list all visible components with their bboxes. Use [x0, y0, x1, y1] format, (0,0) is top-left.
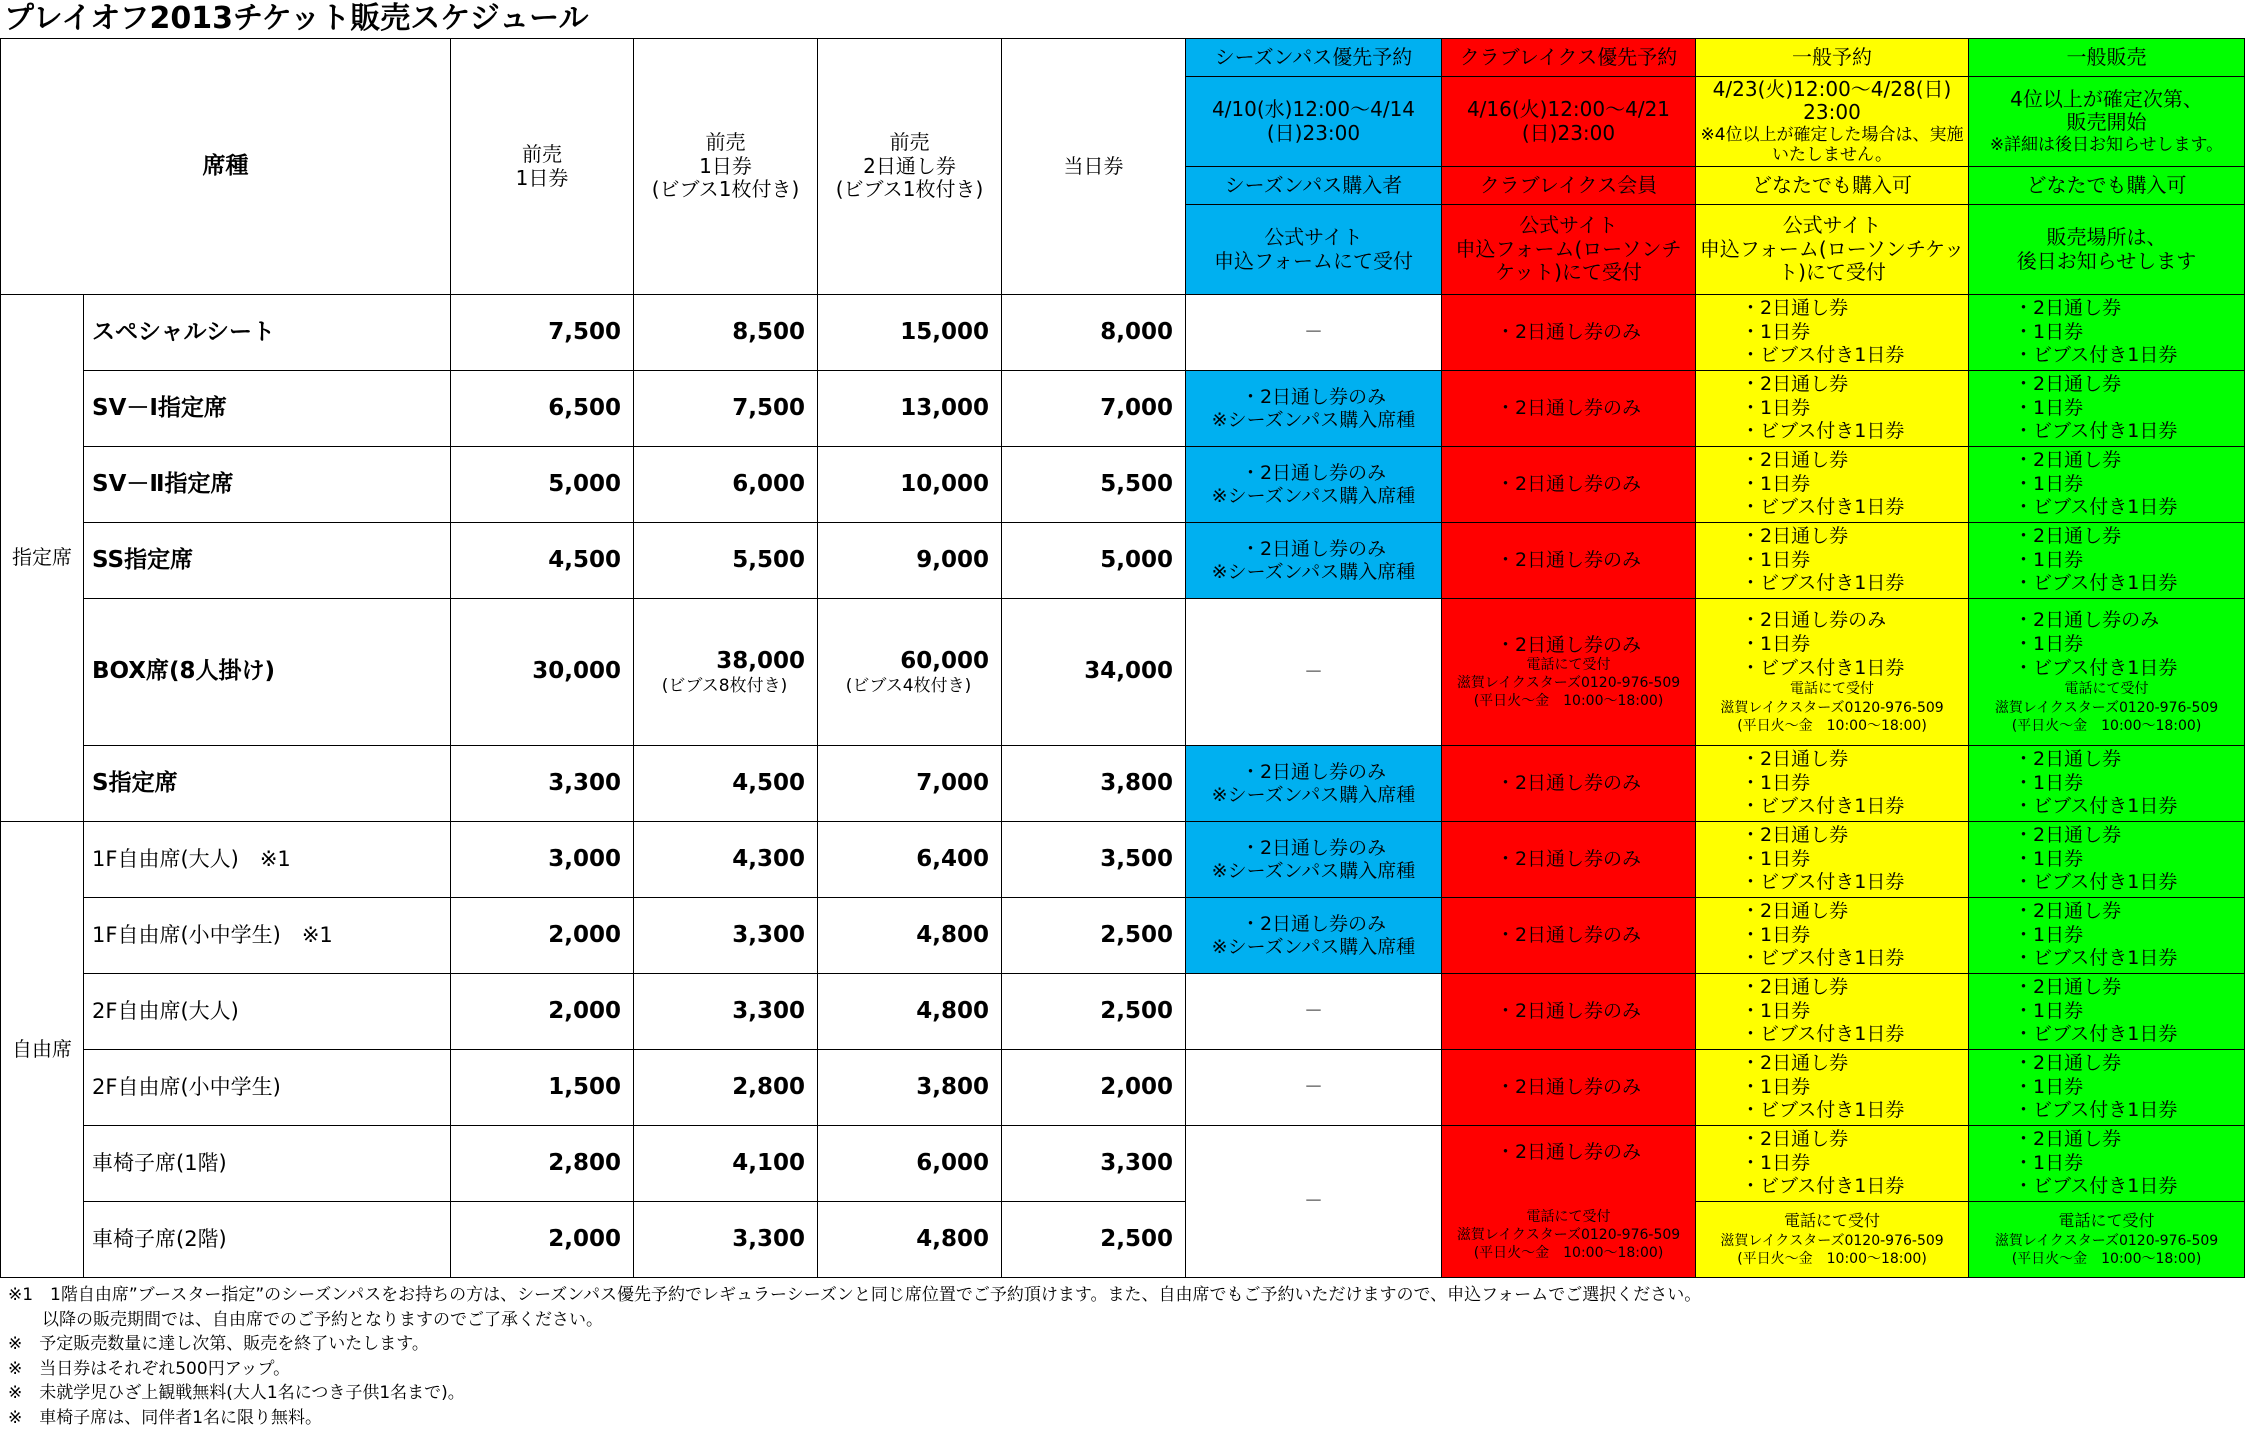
seat-name: S指定席 — [84, 746, 451, 822]
phase-method: 公式サイト 申込フォームにて受付 — [1186, 205, 1442, 295]
not-available: － — [1186, 974, 1442, 1050]
availability: ・2日通し券のみ 電話にて受付 滋賀レイクスターズ0120-976-509 (平日火～金 10:00～18:00) — [1442, 1126, 1696, 1278]
same-day-header: 当日券 — [1002, 39, 1186, 295]
table-row — [1, 898, 2245, 974]
advance-1day-bibs-header: 前売 1日券 (ビブス1枚付き) — [634, 39, 818, 295]
availability: ・2日通し券のみ — [1442, 822, 1696, 898]
price: 6,500 — [451, 371, 634, 447]
group-label-free: 自由席 — [1, 822, 84, 1278]
availability: ・2日通し券のみ ※シーズンパス購入席種 — [1186, 447, 1442, 523]
availability: ・2日通し券のみ — [1442, 523, 1696, 599]
price: 3,300 — [634, 974, 818, 1050]
group-label-reserved: 指定席 — [1, 295, 84, 822]
not-available: － — [1186, 1050, 1442, 1126]
schedule-sheet — [0, 38, 2245, 1278]
price: 15,000 — [818, 295, 1002, 371]
footnote: ※ 車椅子席は、同伴者1名に限り無料。 — [8, 1406, 1701, 1430]
price: 8,000 — [1002, 295, 1186, 371]
price: 5,000 — [1002, 523, 1186, 599]
price: 7,000 — [1002, 371, 1186, 447]
table-row — [1, 822, 2245, 898]
phase-eligible: どなたでも購入可 — [1969, 167, 2245, 205]
availability: ・2日通し券のみ 電話にて受付 滋賀レイクスターズ0120-976-509 (平日火～金 10:00～18:00) — [1442, 599, 1696, 746]
price: 7,500 — [451, 295, 634, 371]
price: 10,000 — [818, 447, 1002, 523]
price: 5,500 — [634, 523, 818, 599]
phase-name: 一般販売 — [1969, 39, 2245, 77]
table-row — [1, 1126, 2245, 1202]
price: 5,500 — [1002, 447, 1186, 523]
seat-name: SV－Ⅰ指定席 — [84, 371, 451, 447]
seat-name: 2F自由席(大人) — [84, 974, 451, 1050]
availability: ・2日通し券 ・1日券 ・ビブス付き1日券 — [1696, 898, 1969, 974]
price: 3,300 — [451, 746, 634, 822]
availability: ・2日通し券 ・1日券 ・ビブス付き1日券 — [1969, 447, 2245, 523]
price: 9,000 — [818, 523, 1002, 599]
table-row — [1, 1202, 2245, 1278]
price: 7,000 — [818, 746, 1002, 822]
advance-1day-header: 前売 1日券 — [451, 39, 634, 295]
seat-name: 2F自由席(小中学生) — [84, 1050, 451, 1126]
price: 1,500 — [451, 1050, 634, 1126]
phase-name: クラブレイクス優先予約 — [1442, 39, 1696, 77]
availability: ・2日通し券のみ — [1442, 974, 1696, 1050]
availability: ・2日通し券のみ ※シーズンパス購入席種 — [1186, 898, 1442, 974]
availability: ・2日通し券のみ — [1442, 295, 1696, 371]
phase-method: 販売場所は、 後日お知らせします — [1969, 205, 2245, 295]
seat-name: 車椅子席(2階) — [84, 1202, 451, 1278]
availability: ・2日通し券のみ ※シーズンパス購入席種 — [1186, 746, 1442, 822]
table-row — [1, 974, 2245, 1050]
availability: ・2日通し券 ・1日券 ・ビブス付き1日券 — [1969, 898, 2245, 974]
table-row — [1, 523, 2245, 599]
price: 34,000 — [1002, 599, 1186, 746]
availability: 電話にて受付 滋賀レイクスターズ0120-976-509 (平日火～金 10:00～18:00) — [1696, 1202, 1969, 1278]
table-row — [1, 1050, 2245, 1126]
footnote: ※ 当日券はそれぞれ500円アップ。 — [8, 1357, 1701, 1382]
footnote: ※1 1階自由席”ブースター指定”のシーズンパスをお持ちの方は、シーズンパス優先予約でレギュラーシーズンと同じ席位置でご予約頂けます。また、自由席でもご予約いただけますので、申込フォームでご選択ください。 — [8, 1283, 1701, 1308]
availability: ・2日通し券のみ ※シーズンパス購入席種 — [1186, 371, 1442, 447]
price: 4,500 — [634, 746, 818, 822]
footnote: 以降の販売期間では、自由席でのご予約となりますのでご了承ください。 — [8, 1308, 1701, 1333]
price: 3,300 — [634, 898, 818, 974]
availability: ・2日通し券のみ — [1442, 1050, 1696, 1126]
footnotes — [8, 1283, 1701, 1430]
price: 2,500 — [1002, 974, 1186, 1050]
price: 60,000 (ビブス4枚付き) — [818, 599, 1002, 746]
price: 2,500 — [1002, 898, 1186, 974]
seat-name: 1F自由席(小中学生) ※1 — [84, 898, 451, 974]
seat-name: SV－Ⅱ指定席 — [84, 447, 451, 523]
phase-period: 4/16(火)12:00～4/21 (日)23:00 — [1442, 77, 1696, 167]
availability: ・2日通し券 ・1日券 ・ビブス付き1日券 — [1696, 746, 1969, 822]
phase-name: シーズンパス優先予約 — [1186, 39, 1442, 77]
availability: ・2日通し券 ・1日券 ・ビブス付き1日券 — [1969, 1050, 2245, 1126]
price: 30,000 — [451, 599, 634, 746]
phase-method: 公式サイト 申込フォーム(ローソンチ ケット)にて受付 — [1442, 205, 1696, 295]
phase-eligible: クラブレイクス会員 — [1442, 167, 1696, 205]
phase-period: 4/23(火)12:00～4/28(日) 23:00 ※4位以上が確定した場合は、実施 いたしません。 — [1696, 77, 1969, 167]
phase-eligible: シーズンパス購入者 — [1186, 167, 1442, 205]
price: 2,000 — [1002, 1050, 1186, 1126]
availability: ・2日通し券 ・1日券 ・ビブス付き1日券 — [1969, 746, 2245, 822]
availability: ・2日通し券のみ — [1442, 447, 1696, 523]
phase-method: 公式サイト 申込フォーム(ローソンチケッ ト)にて受付 — [1696, 205, 1969, 295]
footnote: ※ 未就学児ひざ上観戦無料(大人1名につき子供1名まで)。 — [8, 1381, 1701, 1406]
footnote: ※ 予定販売数量に達し次第、販売を終了いたします。 — [8, 1332, 1701, 1357]
phase-eligible: どなたでも購入可 — [1696, 167, 1969, 205]
availability: ・2日通し券 ・1日券 ・ビブス付き1日券 — [1969, 974, 2245, 1050]
not-available: － — [1186, 599, 1442, 746]
seat-name: 1F自由席(大人) ※1 — [84, 822, 451, 898]
price: 6,000 — [818, 1126, 1002, 1202]
availability: ・2日通し券のみ — [1442, 746, 1696, 822]
seat-type-header: 席種 — [1, 39, 451, 295]
availability: ・2日通し券 ・1日券 ・ビブス付き1日券 — [1696, 447, 1969, 523]
advance-2day-header: 前売 2日通し券 (ビブス1枚付き) — [818, 39, 1002, 295]
availability: ・2日通し券のみ — [1442, 898, 1696, 974]
ticket-schedule-table — [0, 38, 2245, 1278]
price: 3,500 — [1002, 822, 1186, 898]
price: 38,000 (ビブス8枚付き) — [634, 599, 818, 746]
table-row — [1, 599, 2245, 746]
phase-period: 4/10(水)12:00～4/14 (日)23:00 — [1186, 77, 1442, 167]
phase-name: 一般予約 — [1696, 39, 1969, 77]
availability: ・2日通し券のみ — [1442, 371, 1696, 447]
phase-period: 4位以上が確定次第、 販売開始 ※詳細は後日お知らせします。 — [1969, 77, 2245, 167]
table-row — [1, 447, 2245, 523]
price: 6,000 — [634, 447, 818, 523]
price: 4,100 — [634, 1126, 818, 1202]
not-available: － — [1186, 1126, 1442, 1278]
price: 4,800 — [818, 898, 1002, 974]
price: 3,800 — [818, 1050, 1002, 1126]
price: 2,000 — [451, 974, 634, 1050]
table-row — [1, 371, 2245, 447]
availability: ・2日通し券 ・1日券 ・ビブス付き1日券 — [1969, 822, 2245, 898]
price: 4,500 — [451, 523, 634, 599]
price: 3,000 — [451, 822, 634, 898]
availability: ・2日通し券 ・1日券 ・ビブス付き1日券 — [1696, 295, 1969, 371]
price: 2,800 — [451, 1126, 634, 1202]
availability: ・2日通し券 ・1日券 ・ビブス付き1日券 — [1696, 1126, 1969, 1202]
availability: ・2日通し券のみ ・1日券 ・ビブス付き1日券 電話にて受付 滋賀レイクスターズ0120-976-509 (平日火～金 10:00～18:00) — [1969, 599, 2245, 746]
availability: 電話にて受付 滋賀レイクスターズ0120-976-509 (平日火～金 10:00～18:00) — [1969, 1202, 2245, 1278]
table-row — [1, 295, 2245, 371]
price: 3,800 — [1002, 746, 1186, 822]
price: 4,300 — [634, 822, 818, 898]
not-available: － — [1186, 295, 1442, 371]
availability: ・2日通し券 ・1日券 ・ビブス付き1日券 — [1969, 1126, 2245, 1202]
seat-name: スペシャルシート — [84, 295, 451, 371]
price: 3,300 — [634, 1202, 818, 1278]
seat-name: BOX席(8人掛け) — [84, 599, 451, 746]
availability: ・2日通し券 ・1日券 ・ビブス付き1日券 — [1696, 1050, 1969, 1126]
availability: ・2日通し券のみ ※シーズンパス購入席種 — [1186, 822, 1442, 898]
availability: ・2日通し券のみ ※シーズンパス購入席種 — [1186, 523, 1442, 599]
availability: ・2日通し券 ・1日券 ・ビブス付き1日券 — [1696, 371, 1969, 447]
availability: ・2日通し券 ・1日券 ・ビブス付き1日券 — [1696, 822, 1969, 898]
price: 2,000 — [451, 898, 634, 974]
price: 6,400 — [818, 822, 1002, 898]
availability: ・2日通し券 ・1日券 ・ビブス付き1日券 — [1969, 295, 2245, 371]
table-row — [1, 746, 2245, 822]
price: 2,800 — [634, 1050, 818, 1126]
price: 5,000 — [451, 447, 634, 523]
price: 2,500 — [1002, 1202, 1186, 1278]
price: 13,000 — [818, 371, 1002, 447]
seat-name: 車椅子席(1階) — [84, 1126, 451, 1202]
availability: ・2日通し券 ・1日券 ・ビブス付き1日券 — [1696, 974, 1969, 1050]
price: 4,800 — [818, 974, 1002, 1050]
seat-name: SS指定席 — [84, 523, 451, 599]
availability: ・2日通し券 ・1日券 ・ビブス付き1日券 — [1969, 371, 2245, 447]
price: 2,000 — [451, 1202, 634, 1278]
availability: ・2日通し券のみ ・1日券 ・ビブス付き1日券 電話にて受付 滋賀レイクスターズ0120-976-509 (平日火～金 10:00～18:00) — [1696, 599, 1969, 746]
price: 3,300 — [1002, 1126, 1186, 1202]
price: 8,500 — [634, 295, 818, 371]
page-title: プレイオフ2013チケット販売スケジュール — [4, 0, 589, 38]
availability: ・2日通し券 ・1日券 ・ビブス付き1日券 — [1969, 523, 2245, 599]
availability: ・2日通し券 ・1日券 ・ビブス付き1日券 — [1696, 523, 1969, 599]
price: 7,500 — [634, 371, 818, 447]
price: 4,800 — [818, 1202, 1002, 1278]
